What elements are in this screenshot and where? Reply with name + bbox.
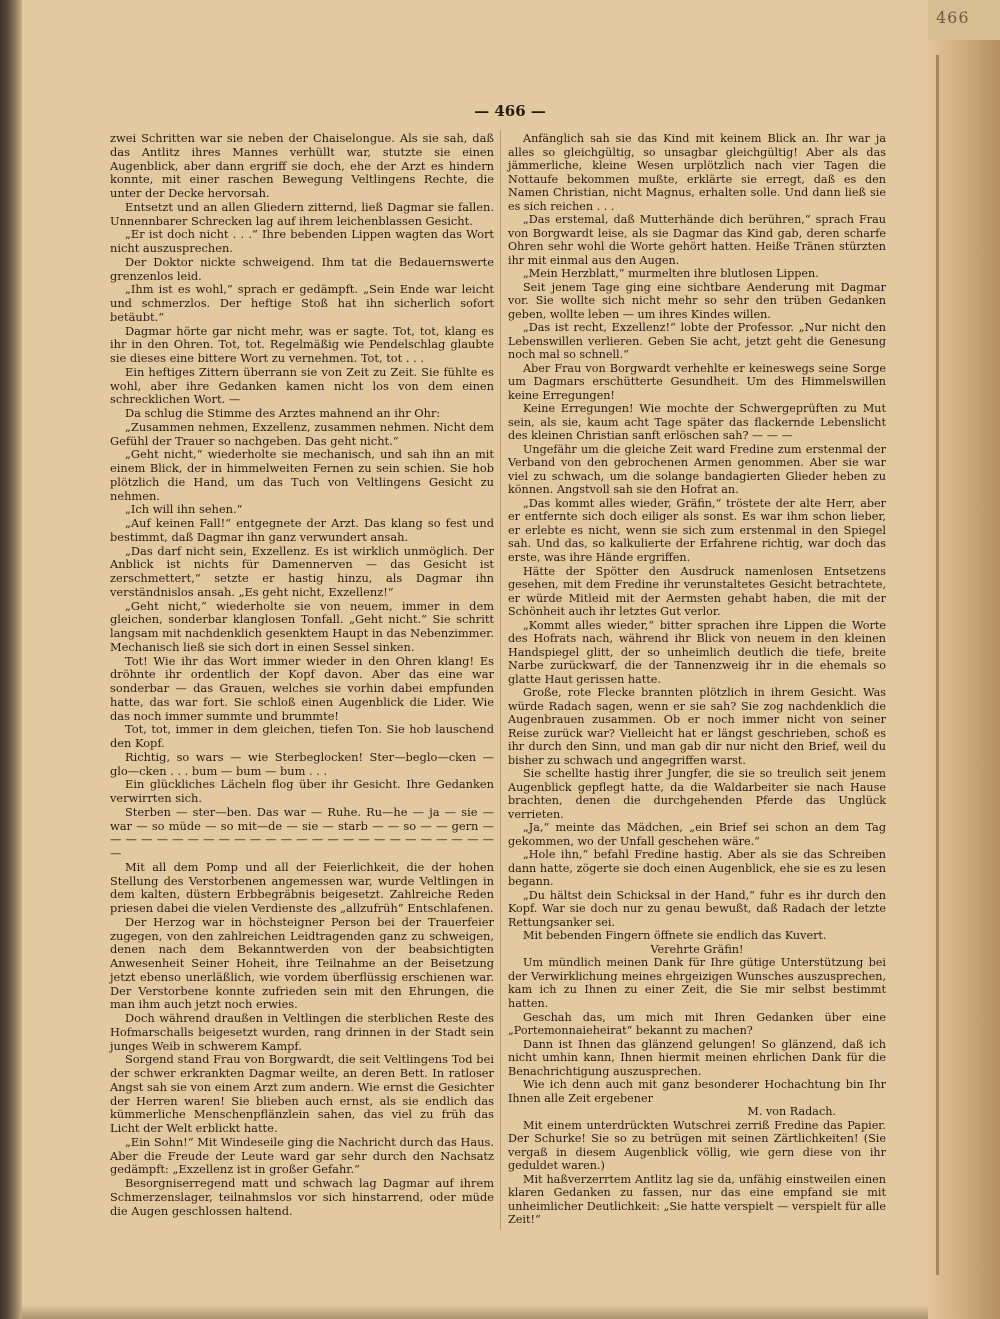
paragraph: „Das ist recht, Exzellenz!“ lobte der Professor. „Nur nicht den Lebenswillen verlieren. Geben Sie acht, jetzt geht die Genesung noch mal so schnell.“ bbox=[508, 321, 886, 362]
page-number: — 466 — bbox=[474, 102, 546, 120]
paragraph: „Ich will ihn sehen.“ bbox=[125, 502, 243, 517]
paragraph: „Das erstemal, daß Mutterhände dich berühren,“ sprach Frau von Borgwardt leise, als sie Dagmar das Kind gab, deren scharfe Ohren sehr wohl die Worte gehört hatten. Heiße Tränen stürzten ihr mit einmal aus den Augen. bbox=[508, 213, 886, 267]
next-page-corner bbox=[928, 0, 1000, 40]
page-edge-stripe bbox=[936, 55, 939, 1275]
paragraph: Seit jenem Tage ging eine sichtbare Aenderung mit Dagmar vor. Sie wollte sich nicht mehr so sehr den trüben Gedanken geben, wollte leben — um ihres Kindes willen. bbox=[508, 280, 886, 321]
paragraph: „Hole ihn,“ befahl Fredine hastig. Aber als sie das Schreiben dann hatte, zögerte sie doch einen Augenblick, ehe sie es zu lesen begann. bbox=[508, 848, 886, 889]
paragraph: „Auf keinen Fall!“ entgegnete der Arzt. Das klang so fest und bestimmt, daß Dagmar ihn ganz verwundert ansah. bbox=[110, 516, 494, 544]
column-divider bbox=[500, 130, 501, 1230]
paragraph: „Ihm ist es wohl,“ sprach er gedämpft. „Sein Ende war leicht und schmerzlos. Der heftige Stoß hat ihn sicherlich sofort betäubt.“ bbox=[110, 282, 494, 324]
paragraph: Tot, tot, immer in dem gleichen, tiefen Ton. Sie hob lauschend den Kopf. bbox=[110, 722, 494, 750]
paragraph: Mit bebenden Fingern öffnete sie endlich das Kuvert. bbox=[523, 929, 827, 943]
corner-page-fragment: 466 bbox=[936, 8, 970, 27]
paragraph: Ein glückliches Lächeln flog über ihr Gesicht. Ihre Gedanken verwirrten sich. bbox=[110, 777, 494, 805]
paragraph: Tot! Wie ihr das Wort immer wieder in den Ohren klang! Es dröhnte ihr ordentlich der Kopf davon. Aber das eine war sonderbar — das Grauen, welches sie vorhin dabei empfunden hatte, das war fort. Sie schloß einen Augenblick die Lider. Wie das noch immer summte und brummte! bbox=[110, 653, 494, 723]
paragraph: Mit haßverzerrtem Antlitz lag sie da, unfähig einstweilen einen klaren Gedanken zu fassen, nur das eine empfand sie mit unheimlicher Deutlichkeit: „Sie hatte verspielt — verspielt für alle Zeit!“ bbox=[508, 1172, 886, 1227]
paragraph: Dagmar hörte gar nicht mehr, was er sagte. Tot, tot, klang es ihr in den Ohren. Tot, tot. Regelmäßig wie Pendelschlag glaubte sie dieses eine bittere Wort zu vernehmen. Tot, tot . . . bbox=[110, 323, 494, 365]
paragraph: Sorgend stand Frau von Borgwardt, die seit Veltlingens Tod bei der schwer erkrankten Dagmar weilte, an deren Bett. In ratloser Angst sah sie von einem Arzt zum andern. Wie ernst die Gesichter der Herren waren! Sie blieben auch ernst, als sie endlich das kümmerliche Menschenpflänzlein sahen, das viel zu früh das Licht der Welt erblickt hatte. bbox=[110, 1052, 494, 1135]
paragraph: Ungefähr um die gleiche Zeit ward Fredine zum erstenmal der Verband von den gebrochenen Armen genommen. Aber sie war viel zu schwach, um die solange bandagierten Glieder heben zu können. Angstvoll sah sie den Hofrat an. bbox=[508, 442, 886, 497]
paragraph: Doch während draußen in Veltlingen die sterblichen Reste des Hofmarschalls beigesetzt wurden, rang drinnen in der Stadt sein junges Weib in schwerem Kampf. bbox=[110, 1011, 494, 1053]
paragraph: Aber Frau von Borgwardt verhehlte er keineswegs seine Sorge um Dagmars erschütterte Gesundheit. Um des Himmelswillen keine Erregungen! bbox=[508, 361, 886, 402]
paragraph: M. von Radach. bbox=[747, 1105, 836, 1119]
paragraph: Große, rote Flecke brannten plötzlich in ihrem Gesicht. Was würde Radach sagen, wenn er sie sah? Sie zog nachdenklich die Augenbrauen zusammen. Ob er noch immer nicht von seiner Reise zurück war? Vielleicht hat er längst geschrieben, schoß es ihr durch den Sinn, und man gab dir nur nicht den Brief, weil du bisher zu schwach und angegriffen warst. bbox=[508, 686, 886, 767]
paragraph: Richtig, so wars — wie Sterbeglocken! Ster—beglo—cken — glo—cken . . . bum — bum — bum . . . bbox=[110, 749, 494, 778]
paragraph: Ein heftiges Zittern überrann sie von Zeit zu Zeit. Sie fühlte es wohl, aber ihre Gedanken kamen nicht los von dem einen schrecklichen Wort. — bbox=[110, 364, 494, 407]
paragraph: „Du hältst dein Schicksal in der Hand,“ fuhr es ihr durch den Kopf. War sie doch nur zu genau bewußt, daß Radach der letzte Rettungsanker sei. bbox=[508, 888, 886, 929]
paragraph: „Zusammen nehmen, Exzellenz, zusammen nehmen. Nicht dem Gefühl der Trauer so nachgeben. Das geht nicht.“ bbox=[110, 419, 494, 448]
paragraph: zwei Schritten war sie neben der Chaiselongue. Als sie sah, daß das Antlitz ihres Mannes verhüllt war, stutzte sie einen Augenblick, aber dann ergriff sie doch, ehe der Arzt es hindern konnte, mit einer raschen Bewegung Veltlingens Rechte, die unter der Decke hervorsah. bbox=[110, 131, 494, 200]
paragraph: „Ja,“ meinte das Mädchen, „ein Brief sei schon an dem Tag gekommen, wo der Unfall geschehen wäre.“ bbox=[508, 821, 886, 848]
paragraph: Mit einem unterdrückten Wutschrei zerriß Fredine das Papier. Der Schurke! Sie so zu betrügen mit seinen Zärtlichkeiten! (Sie vergaß in diesem Augenblick völlig, wie gern diese von ihr geduldet waren.) bbox=[508, 1118, 886, 1173]
paragraph: Keine Erregungen! Wie mochte der Schwergeprüften zu Mut sein, als sie, kaum acht Tage später das flackernde Lebenslicht des kleinen Christian sanft erlöschen sah? — — — bbox=[508, 402, 886, 443]
paragraph: Dann ist Ihnen das glänzend gelungen! So glänzend, daß ich nicht umhin kann, Ihnen hiermit meinen ehrlichen Dank für die Benachrichtigung auszusprechen. bbox=[508, 1037, 886, 1078]
paragraph: „Das darf nicht sein, Exzellenz. Es ist wirklich unmöglich. Der Anblick ist nichts für Damennerven — das Gesicht ist zerschmettert,“ setzte er hastig hinzu, als Dagmar ihn verständnislos ansah. „Es geht nicht, Exzellenz!“ bbox=[110, 543, 494, 599]
paragraph: „Ein Sohn!“ Mit Windeseile ging die Nachricht durch das Haus. Aber die Freude der Leute ward gar sehr durch den Nachsatz gedämpft: „Exzellenz ist in großer Gefahr.“ bbox=[110, 1134, 494, 1177]
paragraph: „Geht nicht,“ wiederholte sie mechanisch, und sah ihn an mit einem Blick, der in himmelweiten Fernen zu sein schien. Sie hob plötzlich die Hand, um das Tuch von Veltlingens Gesicht zu nehmen. bbox=[110, 447, 494, 503]
left-text-column bbox=[110, 132, 494, 1232]
paragraph: „Das kommt alles wieder, Gräfin,“ tröstete der alte Herr, aber er entfernte sich doch eiliger als sonst. Es war ihm schon lieber, er erlebte es nicht, wenn sie sich zum erstenmal in den Spiegel sah. Und das, so kalkulierte der Erfahrene richtig, war doch das erste, was ihre Hände ergriffen. bbox=[508, 496, 886, 564]
paragraph: Mit all dem Pomp und all der Feierlichkeit, die der hohen Stellung des Verstorbenen angemessen war, wurde Veltlingen in dem kalten, düstern Erbbegräbnis beigesetzt. Zahlreiche Reden priesen dabei die vielen Verdienste des „allzufrüh“ Entschlafenen. bbox=[110, 859, 494, 915]
paragraph: Um mündlich meinen Dank für Ihre gütige Unterstützung bei der Verwirklichung meines ehrgeizigen Wunsches auszusprechen, kam ich zu Ihnen zu einer Zeit, die Sie mir selbst bestimmt hatten. bbox=[508, 956, 886, 1010]
paragraph: Sie schellte hastig ihrer Jungfer, die sie so treulich seit jenem Augenblick gepflegt hatte, da die Waldarbeiter sie nach Hause brachten, denen die durchgehenden Pferde das Unglück verrieten. bbox=[508, 767, 886, 821]
paragraph: Da schlug die Stimme des Arztes mahnend an ihr Ohr: bbox=[125, 406, 441, 420]
next-page-edge bbox=[928, 0, 1000, 1319]
paragraph: Der Herzog war in höchsteigner Person bei der Trauerfeier zugegen, von den zahlreichen Leidtragenden ganz zu schweigen, denen nach dem Bekanntwerden von der beabsichtigten Anwesenheit Seiner Hoheit, ihre Teilnahme an der Beisetzung jetzt ebenso unerläßlich, wie vordem überflüssig erschienen war. Der Verstorbene konnte zufrieden sein mit den Ehrungen, die man ihm auch jetzt noch erwies. bbox=[110, 914, 494, 1012]
paragraph: „Er ist doch nicht . . .“ Ihre bebenden Lippen wagten das Wort nicht auszusprechen. bbox=[110, 227, 494, 255]
paragraph: Der Doktor nickte schweigend. Ihm tat die Bedauernswerte grenzenlos leid. bbox=[110, 254, 494, 283]
paragraph: Anfänglich sah sie das Kind mit keinem Blick an. Ihr war ja alles so gleichgültig, so unsagbar gleichgültig! Aber als das jämmerliche, kleine Wesen urplötzlich nach vier Tagen die Nottaufe bekommen mußte, erklärte sie erregt, daß es den Namen Christian, nicht Magnus, erhalten solle. Und dann ließ sie es sich reichen . . . bbox=[508, 132, 886, 213]
paragraph: Wie ich denn auch mit ganz besonderer Hochachtung bin Ihr Ihnen alle Zeit ergebener bbox=[508, 1078, 886, 1105]
paragraph: „Kommt alles wieder,“ bitter sprachen ihre Lippen die Worte des Hofrats nach, während ihr Blick von neuem in den kleinen Handspiegel glitt, der so unheimlich deutlich die tiefe, breite Narbe zurückwarf, die der Tannenzweig ihr in die ehemals so glatte Haut gerissen hatte. bbox=[508, 618, 886, 686]
paragraph: Sterben — ster—ben. Das war — Ruhe. Ru—he — ja — sie — war — so müde — so mit—de — sie — starb — — so — — gern — — — — — — — — — — — — — — — — — — — — — — — — — — — bbox=[110, 804, 494, 860]
paragraph: „Geht nicht,“ wiederholte sie von neuem, immer in dem gleichen, sonderbar klanglosen Tonfall. „Geht nicht.“ Sie schritt langsam mit nachdenklich gesenktem Haupt in das Nebenzimmer. Mechanisch ließ sie sich dort in einen Sessel sinken. bbox=[110, 598, 494, 654]
book-binding bbox=[0, 0, 22, 1319]
paragraph: Besorgniserregend matt und schwach lag Dagmar auf ihrem Schmerzenslager, teilnahmslos vor sich hinstarrend, oder müde die Augen geschlossen haltend. bbox=[110, 1176, 494, 1218]
right-text-column bbox=[508, 132, 886, 1242]
paragraph: „Mein Herzblatt,“ murmelten ihre blutlosen Lippen. bbox=[523, 267, 819, 281]
page-bottom-shadow bbox=[22, 1305, 928, 1319]
paragraph: Entsetzt und an allen Gliedern zitternd, ließ Dagmar sie fallen. Unnennbarer Schrecken lag auf ihrem leichenblassen Gesicht. bbox=[110, 199, 494, 228]
paragraph: Verehrte Gräfin! bbox=[650, 942, 744, 956]
paragraph: Geschah das, um mich mit Ihren Gedanken über eine „Portemonnaieheirat“ bekannt zu machen? bbox=[508, 1010, 886, 1038]
paragraph: Hätte der Spötter den Ausdruck namenlosen Entsetzens gesehen, mit dem Fredine ihr verunstaltetes Gesicht betrachtete, er würde Mitleid mit der Aermsten gehabt haben, die mit der Schönheit auch ihr letztes Gut verlor. bbox=[508, 564, 886, 619]
